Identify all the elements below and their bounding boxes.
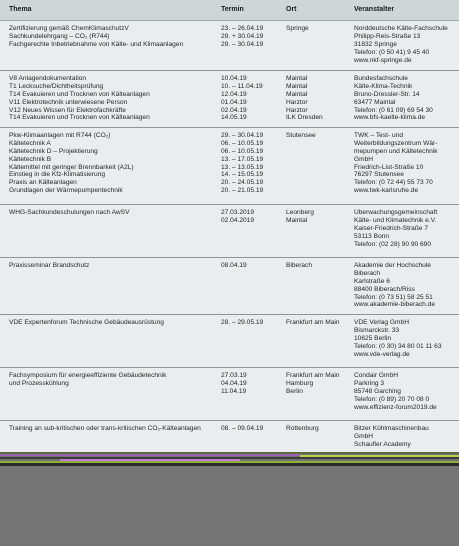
- cell-line: T14 Evakuieren und Trocknen von Kälteanlagen: [9, 90, 150, 98]
- cell-line: WHG-Sachkundeschulungen nach AwSV: [9, 209, 130, 216]
- cell-line: 31832 Springe: [354, 40, 397, 48]
- cell-line: VDE Expertenforum Technische Gebäudeausrüstung: [9, 319, 164, 326]
- cell-line: Überwachungsgemeinschaft: [354, 209, 438, 216]
- cell-line: Telefon: (0 30) 34 80 01 11 63: [354, 342, 442, 350]
- cell-line: 02.04.2019: [221, 216, 255, 224]
- cell-line: Bismarckstr. 33: [354, 326, 400, 334]
- cell-line: Kältetechnik D – Projektierung: [9, 147, 98, 155]
- cell-line: Leonberg: [286, 209, 314, 216]
- cell-line: V12 Neues Wissen für Elektrofachkräfte: [9, 106, 126, 114]
- cell-line: 14.05.19: [221, 114, 247, 122]
- header-ort: Ort: [286, 6, 297, 13]
- cell-line: GmbH: [354, 155, 374, 163]
- cell-line: Biberach: [286, 262, 313, 269]
- cell-line: Maintal: [286, 90, 308, 98]
- cell-line: www.nkf-springe.de: [354, 56, 412, 64]
- col-veranstalter: [354, 25, 458, 64]
- cell-line: 08.04.19: [221, 262, 247, 269]
- cell-line: Biberach: [354, 269, 381, 277]
- cell-line: Bruno-Dressler-Str. 14: [354, 90, 420, 98]
- cell-line: 29. – 30.04.19: [221, 40, 264, 48]
- cell-line: GmbH: [354, 432, 374, 440]
- cell-line: 13. – 13.05.19: [221, 163, 264, 171]
- cell-line: Kältetechnik B: [9, 155, 52, 163]
- col-thema: [9, 262, 219, 270]
- cell-line: 28. – 29.05.19: [221, 319, 264, 326]
- cell-line: Philipp-Reis-Straße 13: [354, 32, 421, 40]
- cell-line: 27.03.2019: [221, 209, 255, 216]
- cell-line: Hamburg: [286, 379, 314, 387]
- cell-line: www.bfs-kaelte-klima.de: [354, 114, 426, 122]
- cell-line: Frankfurt am Main: [286, 372, 340, 379]
- cell-line: 06. – 10.05.19: [221, 147, 264, 155]
- col-ort: [286, 209, 352, 225]
- cell-line: www.twk-karlsruhe.de: [354, 187, 419, 195]
- col-termin: [221, 25, 285, 49]
- col-ort: [286, 75, 352, 122]
- cell-line: Maintal: [286, 75, 308, 82]
- cell-line: Springe: [286, 25, 309, 32]
- cell-line: 76297 Stutensee: [354, 171, 404, 179]
- cell-line: Telefon: (02 28) 90 90 690: [354, 240, 431, 248]
- table-header: [0, 0, 459, 21]
- cell-line: Fachgerechte Inbetriebnahme von Kälte- und Klimaanlagen: [9, 40, 184, 48]
- cell-line: V8 Anlagendokumentation: [9, 75, 86, 82]
- cell-line: Maintal: [286, 82, 308, 90]
- table-row: [0, 314, 459, 368]
- cell-line: www.effizienz-forum2019.de: [354, 403, 437, 411]
- cell-line: Pkw-Klimaanlagen mit R744 (CO₂): [9, 132, 111, 139]
- cell-line: Norddeutsche Kälte-Fachschule: [354, 25, 448, 32]
- cell-line: Maintal: [286, 216, 308, 224]
- cell-line: mepumpen und Kältetechnik: [354, 147, 438, 155]
- col-termin: [221, 319, 285, 327]
- col-termin: [221, 425, 285, 433]
- col-veranstalter: [354, 319, 458, 358]
- table-row: [0, 70, 459, 128]
- cell-line: Fachsymposium für energieeffiziente Gebäudetechnik: [9, 372, 167, 379]
- cell-line: 63477 Maintal: [354, 98, 396, 106]
- cell-line: Parkring 3: [354, 379, 385, 387]
- cell-line: Condair GmbH: [354, 372, 398, 379]
- col-termin: [221, 209, 285, 225]
- col-ort: [286, 262, 352, 270]
- cell-line: Friedrich-List-Straße 10: [354, 163, 424, 171]
- cell-line: Praxisseminar Brandschutz: [9, 262, 90, 269]
- col-ort: [286, 319, 352, 327]
- cell-line: Weiterbildungszentrum Wär-: [354, 139, 438, 147]
- cell-line: Bundesfachschule: [354, 75, 408, 82]
- cell-line: www.akademie-biberach.de: [354, 301, 435, 309]
- cell-line: Karlstraße 6: [354, 277, 390, 285]
- col-veranstalter: [354, 372, 458, 411]
- cell-line: Harztor: [286, 106, 308, 114]
- cell-line: 01.04.19: [221, 98, 247, 106]
- cell-line: 29. + 30.04.19: [221, 32, 264, 40]
- col-termin: [221, 372, 285, 396]
- cell-line: Sachkundelehrgang – CO₂ (R744): [9, 32, 110, 40]
- cell-line: VDE Verlag GmbH: [354, 319, 409, 326]
- cell-line: 10625 Berlin: [354, 334, 392, 342]
- col-termin: [221, 132, 285, 195]
- table-row: [0, 420, 459, 452]
- table-row: [0, 20, 459, 71]
- col-thema: [9, 132, 219, 195]
- cell-line: Berlin: [286, 387, 303, 395]
- table-row: [0, 257, 459, 315]
- col-thema: [9, 25, 219, 49]
- cell-line: V11 Elektrotechnik unterwiesene Person: [9, 98, 128, 106]
- cell-line: 85748 Garching: [354, 387, 401, 395]
- cell-line: Kälte- und Klimatechnik e.V.: [354, 216, 437, 224]
- cell-line: 13. – 17.05.19: [221, 155, 264, 163]
- cell-line: T14 Evakuieren und Trocknen von Kälteanlagen: [9, 114, 150, 122]
- cell-line: 14. – 15.05.19: [221, 171, 264, 179]
- cell-line: Frankfurt am Main: [286, 319, 340, 326]
- cell-line: Telefon: (0 50 41) 9 45 40: [354, 48, 430, 56]
- cell-line: 20. – 21.05.19: [221, 187, 264, 195]
- col-ort: [286, 25, 352, 33]
- cell-line: Praxis an Kälteanlagen: [9, 179, 77, 187]
- cell-line: 08. – 09.04.19: [221, 425, 264, 432]
- cell-line: 88400 Biberach/Riss: [354, 285, 415, 293]
- cell-line: Bitzer Kühlmaschinenbau: [354, 425, 429, 432]
- col-ort: [286, 132, 352, 140]
- cell-line: Kältemittel mit geringer Brennbarkeit (A2L): [9, 163, 134, 171]
- col-thema: [9, 425, 219, 433]
- table-row: [0, 127, 459, 205]
- cell-line: Kaiser-Friedrich-Straße 7: [354, 224, 429, 232]
- cell-line: Harztor: [286, 98, 308, 106]
- header-veranstalter: Veranstalter: [354, 6, 395, 13]
- cell-line: Telefon: (0 73 51) 58 25 51: [354, 293, 433, 301]
- cell-line: TWK – Test- und: [354, 132, 403, 139]
- col-veranstalter: [354, 209, 458, 248]
- cell-line: Akademie der Hochschule: [354, 262, 431, 269]
- col-thema: [9, 372, 219, 388]
- col-termin: [221, 262, 285, 270]
- header-termin: Termin: [221, 6, 244, 13]
- cell-line: und Prozesskühlung: [9, 379, 69, 387]
- col-thema: [9, 209, 219, 217]
- cell-line: 02.04.19: [221, 106, 247, 114]
- cell-line: 12.04.19: [221, 90, 247, 98]
- cell-line: Training an sub-kritischen oder trans-kritischen CO₂-Kälteanlagen: [9, 425, 201, 432]
- image-corruption-area: [0, 452, 459, 546]
- col-ort: [286, 372, 352, 396]
- cell-line: Telefon: (0 72 44) 55 73 70: [354, 179, 433, 187]
- cell-line: Grundlagen der Wärmepumpentechnik: [9, 187, 123, 195]
- cell-line: 04.04.19: [221, 379, 247, 387]
- col-veranstalter: [354, 75, 458, 122]
- cell-line: Kältetechnik A: [9, 139, 51, 147]
- cell-line: Zertifizierung gemäß ChemKlimaschutzV: [9, 25, 129, 32]
- col-veranstalter: [354, 262, 458, 309]
- cell-line: 20. – 24.05.19: [221, 179, 264, 187]
- cell-line: 27.03.19: [221, 372, 247, 379]
- cell-line: 29. – 30.04.19: [221, 132, 264, 139]
- cell-line: 06. – 10.05.19: [221, 139, 264, 147]
- cell-line: Kälte-Klima-Technik: [354, 82, 413, 90]
- cell-line: Rottenburg: [286, 425, 319, 432]
- col-termin: [221, 75, 285, 122]
- cell-line: Telefon: (0 61 09) 69 54 30: [354, 106, 433, 114]
- col-thema: [9, 75, 219, 122]
- cell-line: Telefon: (0 89) 20 70 08 0: [354, 395, 430, 403]
- col-thema: [9, 319, 219, 327]
- cell-line: 23. – 26.04.19: [221, 25, 264, 32]
- cell-line: 11.04.19: [221, 387, 247, 395]
- header-thema: Thema: [9, 6, 32, 13]
- cell-line: Schaufler Academy: [354, 440, 411, 448]
- cell-line: Einstieg in die Kfz-Klimatisierung: [9, 171, 106, 179]
- cell-line: T1 Lecksuche/Dichtheitsprüfung: [9, 82, 104, 90]
- table-row: [0, 367, 459, 421]
- cell-line: 10. – 11.04.19: [221, 82, 263, 90]
- cell-line: 10.04.19: [221, 75, 247, 82]
- cell-line: www.vde-verlag.de: [354, 350, 410, 358]
- table-row: [0, 204, 459, 258]
- cell-line: ILK Dresden: [286, 114, 323, 122]
- col-veranstalter: [354, 425, 458, 449]
- cell-line: 53113 Bonn: [354, 232, 390, 240]
- cell-line: Stutensee: [286, 132, 316, 139]
- col-ort: [286, 425, 352, 433]
- col-veranstalter: [354, 132, 458, 195]
